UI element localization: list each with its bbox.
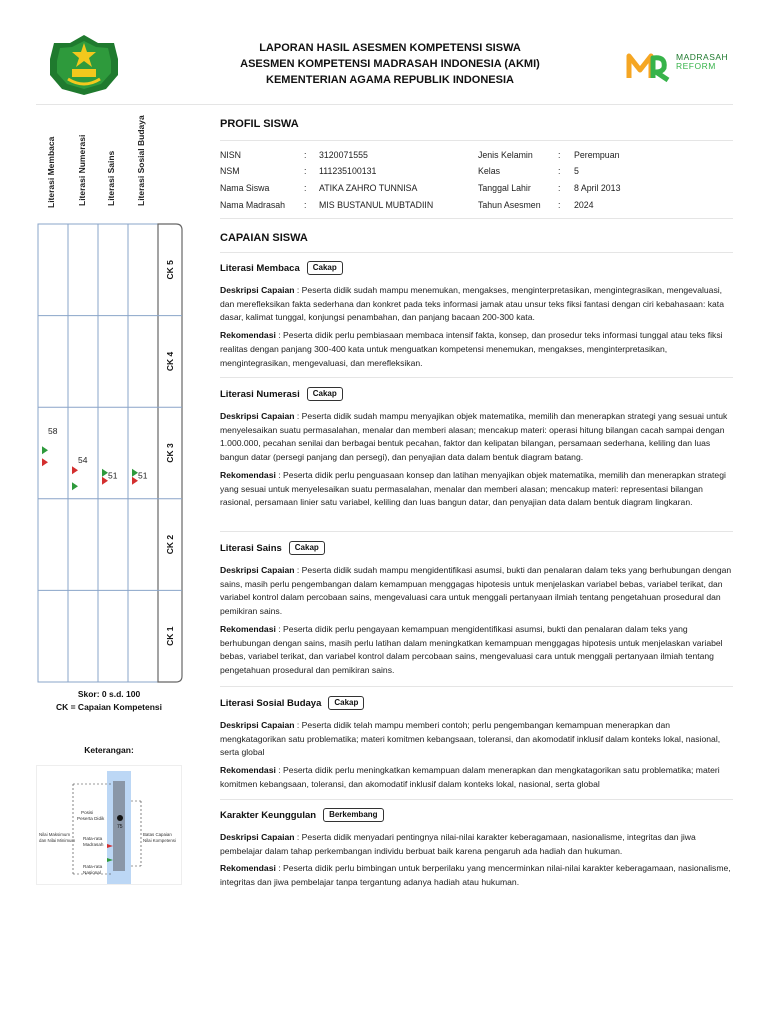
ck-level-label: CK 1 [165,626,175,646]
subject-heading [220,696,733,710]
subject-name: Literasi Sains [220,542,282,554]
mr-logo-text-2: REFORM [676,61,716,71]
profile-label: Kelas [478,166,501,176]
ck-chart [0,0,200,690]
ck-label: CK = Capaian Kompetensi [55,702,163,712]
desc-label: Deskripsi Capaian [220,832,295,842]
desc-label: Deskripsi Capaian [220,720,295,730]
profile-label: NSM [220,166,240,176]
deskripsi-capaian [220,284,733,325]
legend-madrasah-line-2: Madrasah [83,842,104,847]
title-line-3: KEMENTERIAN AGAMA REPUBLIK INDONESIA [266,74,514,86]
capaian-item-literasi-membaca [220,261,733,370]
rekomendasi [220,623,733,678]
rekomendasi [220,862,733,889]
profile-value: 3120071555 [319,150,368,160]
rata-flag-icon [72,466,78,474]
profile-label: Jenis Kelamin [478,150,533,160]
rec-label: Rekomendasi [220,623,276,634]
profile-sep: : [558,200,561,210]
legend-nasional-line-1: Rata-rata [83,864,103,869]
rec-label: Rekomendasi [220,330,276,341]
rec-text: : Peserta didik perlu meningkatkan kemampuan dalam menerapkan dan mengkatagorikan satu problematika; materi komitmen kebangsaan, toleransi, dan akomodatif inklusif dalam konteks lokal, nasional, serta global [220,765,720,789]
rec-text: : Peserta didik perlu penguasaan konsep dan latihan menyajikan objek matematika, memilih dan menerapkan strategi yang sesuai untuk menyelesaikan suatu permasalahan, menalar dan memberi alasan; mencakup materi: representasi bilangan rasional, persamaan linier satu variabel, keliling dan luas bangun datar, dan penyajian data dalam bentuk diagram lingkaran. [220,469,726,508]
level-badge: Cakap [307,261,343,275]
chart-caption [36,688,182,714]
legend-madrasah-line-1: Rata-rata [83,836,103,841]
legend-batas-line-1: Batas Capaian [143,832,172,837]
legend-box [36,765,182,885]
profile-label: Nama Madrasah [220,200,286,210]
rata-flag-icon [42,446,48,454]
col-label-literasi-numerasi: Literasi Numerasi [77,134,87,206]
rec-text: : Peserta didik perlu pengayaan kemampuan mengidentifikasi asumsi, bukti dan penalaran dalam teks yang berhubungan dengan sains, masih perlu latihan dalam meningkatkan kemampuan menggagas hipotesis untuk menjelaskan variabel bebas, variabel terikat, dan variabel kontrol dalam percobaan sains, mengevaluasi cara untuk menggali pertanyaan ilmiah tentang pengetahuan prosedural dan pemikiran sains. [220,623,723,675]
score-value-label: 58 [48,426,58,437]
ck-level-label: CK 4 [165,351,175,372]
deskripsi-capaian [220,410,733,465]
level-badge: Cakap [289,541,325,555]
ck-level-label: CK 3 [165,443,175,463]
profil-title: PROFIL SISWA [220,118,299,130]
deskripsi-capaian [220,831,733,858]
profile-sep: : [558,166,561,176]
profile-sep: : [304,200,307,210]
desc-text: : Peserta didik menyadari pentingnya nilai-nilai karakter keberagamaan, nasionalisme, integritas dan jiwa pembelajar dalam tahap perkembangan individu berbuat baik karena pengaruh ada hadiah dan hukuman. [220,832,696,856]
item-divider [220,799,733,800]
profile-sep: : [304,183,307,193]
profile-label: Tahun Asesmen [478,200,541,210]
subject-heading [220,808,733,822]
subject-heading [220,541,733,555]
profile-value: Perempuan [574,150,620,160]
score-value-label: 51 [108,470,118,481]
rec-label: Rekomendasi [220,469,276,480]
deskripsi-capaian [220,719,733,760]
score-value-label: 51 [138,470,148,481]
legend-student-dot-icon [117,815,123,821]
profile-value: 111235100131 [319,166,377,176]
item-divider [220,686,733,687]
rec-label: Rekomendasi [220,863,276,874]
rata-flag-icon [42,458,48,466]
rekomendasi [220,329,733,370]
profile-sep: : [558,150,561,160]
capaian-item-karakter-keunggulan [220,808,733,890]
desc-text: : Peserta didik telah mampu memberi contoh; perlu pengembangan kemampuan menerapkan dan mengkatagorikan satu problematika; materi komitmen kebangsaan, toleransi, dan akomodatif inklusif dalam konteks lokal, nasional, serta global [220,720,721,758]
profile-value: 8 April 2013 [574,183,621,193]
subject-name: Literasi Numerasi [220,388,300,400]
profile-table [220,148,733,214]
profile-sep: : [304,166,307,176]
legend-posisi-line-1: Posisi [81,810,94,815]
profile-sep: : [304,150,307,160]
legend-title: Keterangan: [84,745,134,755]
mr-logo-text-1: MADRASAH [676,52,729,62]
capaian-item-literasi-sosial-budaya [220,696,733,792]
rekomendasi [220,469,733,510]
subject-heading [220,387,733,401]
deskripsi-capaian [220,564,733,619]
report-title [200,40,580,88]
desc-text: : Peserta didik sudah mampu menyajikan objek matematika, memilih dan menerapkan strategi yang sesuai untuk menyelesaikan suatu permasalahan, menalar dan memberi alasan; mencakup materi: operasi hitung bilangan cacah sampai dengan 1.000.000, pecahan senilai dan berbagai bentuk pecahan, faktor dan kelipatan bilangan, persamaan sederhana, keliling dan luas bangun datar (persegi panjang dan persegi), dan penyajian data dalam bentuk diagram batang. [220,411,728,463]
level-badge: Cakap [307,387,343,401]
skor-label: Skor: 0 s.d. 100 [77,689,141,699]
score-value-label: 54 [78,455,88,466]
item-divider [220,531,733,532]
desc-label: Deskripsi Capaian [220,285,295,295]
level-badge: Cakap [328,696,364,710]
rec-text: : Peserta didik perlu bimbingan untuk berperilaku yang mencerminkan nilai-nilai karakter keberagamaan, nasionalisme, integritas dan jiwa pembelajar tanpa tergantung adanya hadiah atau hukuman. [220,863,731,888]
profile-value: 2024 [574,200,594,210]
level-badge: Berkembang [323,808,383,822]
profile-sep: : [558,183,561,193]
desc-text: : Peserta didik sudah mampu mengidentifikasi asumsi, bukti dan penalaran dalam teks yang berhubungan dengan sains, masih perlu pengembangan dalam kemampuan menggagas hipotesis untuk menjelaskan variabel bebas, variabel terikat, dan variabel kontrol dalam percobaan sains, mengevaluasi cara untuk menggali pertanyaan ilmiah tentang pengetahuan prosedural dan pemikiran sains. [220,565,732,617]
legend-maxmin-line-1: Nilai Maksimum [39,832,70,837]
capaian-item-literasi-numerasi [220,387,733,510]
madrasah-reform-logo [624,44,736,88]
desc-label: Deskripsi Capaian [220,411,295,421]
profile-label: Nama Siswa [220,183,270,193]
profile-label: Tanggal Lahir [478,183,531,193]
profil-bottom-divider [220,218,733,219]
capaian-divider [220,252,733,253]
item-divider [220,377,733,378]
rec-label: Rekomendasi [220,765,276,776]
subject-heading [220,261,733,275]
legend-posisi-line-2: Peserta Didik [77,816,105,821]
rec-text: : Peserta didik perlu pembiasaan membaca intensif fakta, konsep, dan prosedur teks informasi tunggal atau teks fiksi realitas dengan panjang 300-400 kata untuk menguatkan kompetensi menemukan, mengakses, menginterpretasikan, mengintegrasikan, mengevaluasi, dan merefleksikan. [220,330,723,368]
rata-flag-icon [72,482,78,490]
title-line-2: ASESMEN KOMPETENSI MADRASAH INDONESIA (AKMI) [240,58,540,70]
ck-level-label: CK 2 [165,534,175,555]
capaian-item-literasi-sains [220,541,733,678]
desc-label: Deskripsi Capaian [220,565,295,575]
subject-name: Karakter Keunggulan [220,809,317,821]
profile-value: ATIKA ZAHRO TUNNISA [319,183,418,193]
subject-name: Literasi Membaca [220,262,300,274]
capaian-title: CAPAIAN SISWA [220,232,308,244]
profile-label: NISN [220,150,242,160]
legend-batas-line-2: Nilai Kompetensi [143,838,176,843]
legend-maxmin-line-2: dan Nilai Minimum [39,838,76,843]
legend-nasional-line-2: Nasional [83,870,101,875]
desc-text: : Peserta didik sudah mampu menemukan, mengakses, menginterpretasikan, mengintegrasikan, mengevaluasi, dan merefleksikan fakta sederhana dan konkret pada teks informasi jamak atau unsur teks fiksi fantasi dengan ciri kebahasaan: kata dasar, kalimat tunggal, konjungsi penambahan, dan panjang bacaan 200-300 kata. [220,285,724,323]
rekomendasi [220,764,733,791]
profile-value: 5 [574,166,579,176]
subject-name: Literasi Sosial Budaya [220,697,322,709]
col-label-literasi-membaca: Literasi Membaca [46,136,56,208]
title-line-1: LAPORAN HASIL ASESMEN KOMPETENSI SISWA [259,42,521,54]
profile-value: MIS BUSTANUL MUBTADIIN [319,200,434,210]
ck-level-label: CK 5 [165,260,175,280]
col-label-literasi-sosial-budaya: Literasi Sosial Budaya [136,115,146,206]
col-label-literasi-sains: Literasi Sains [106,150,116,206]
legend-sample-value: 75 [117,824,123,830]
mr-mark-icon [626,48,672,84]
profil-divider [220,140,733,141]
legend-diagram [37,766,183,886]
